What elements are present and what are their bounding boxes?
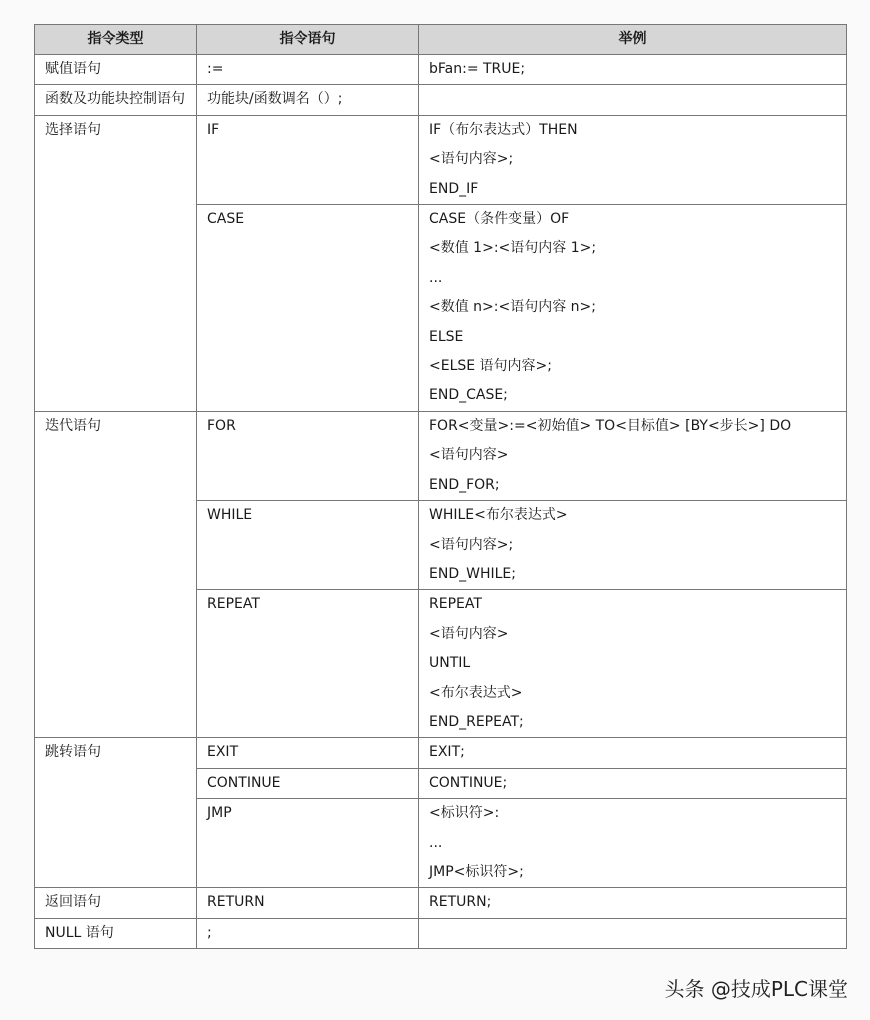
example-line: <语句内容> [429,447,509,464]
example-cell [419,115,847,204]
example-line: END_IF [429,180,479,197]
statement-cell: CONTINUE [197,768,419,798]
type-cell: NULL 语句 [35,918,197,948]
example-cell [419,85,847,115]
example-line: <语句内容>; [429,151,514,168]
type-cell: 赋值语句 [35,55,197,85]
example-line: <标识符>: [429,805,500,822]
type-cell: 迭代语句 [35,411,197,737]
example-line: <语句内容>; [429,536,514,553]
table-row [35,85,847,115]
type-cell: 跳转语句 [35,738,197,888]
st-statement-table [34,24,847,949]
type-cell [35,85,197,115]
header-example: 举例 [419,25,847,55]
table-row [35,738,847,768]
example-line: FOR<变量>:=<初始值> TO<目标值> [BY<步长>] DO [429,417,792,434]
example-line: END_FOR; [429,476,500,493]
statement-cell: ; [197,918,419,948]
table-row [35,411,847,500]
example-line: UNTIL [429,655,471,672]
example-cell [419,738,847,768]
table-row [35,55,847,85]
statement-cell: CASE [197,205,419,412]
statement-cell: IF [197,115,419,204]
statement-cell: EXIT [197,738,419,768]
example-cell [419,411,847,500]
example-line: bFan:= TRUE; [429,61,526,77]
table-header-row [35,25,847,55]
example-line: <语句内容> [429,625,509,642]
example-line: CASE（条件变量）OF [429,211,570,228]
table-row [35,888,847,918]
type-text: 函数及功能块控制语句 [45,91,185,108]
example-line: END_WHILE; [429,565,516,582]
example-line: CONTINUE; [429,774,508,791]
statement-cell: REPEAT [197,590,419,738]
example-cell [419,205,847,412]
statement-cell: FOR [197,411,419,500]
type-cell: 选择语句 [35,115,197,411]
watermark-text: 头条 @技成PLC课堂 [664,977,848,1001]
example-line: REPEAT [429,596,482,613]
example-line: <布尔表达式> [429,684,523,701]
example-line: EXIT; [429,744,465,761]
statement-cell: JMP [197,799,419,888]
example-cell [419,799,847,888]
example-cell [419,888,847,918]
example-line: <数值 n>:<语句内容 n>; [429,299,597,316]
statement-cell: 功能块/函数调名（）; [197,85,419,115]
statement-cell: := [197,55,419,85]
example-line: <数值 1>:<语句内容 1>; [429,240,597,257]
header-instruction-type: 指令类型 [35,25,197,55]
example-line: WHILE<布尔表达式> [429,507,568,524]
header-instruction-statement: 指令语句 [197,25,419,55]
example-line: ELSE [429,328,464,345]
example-cell [419,590,847,738]
statement-cell: WHILE [197,501,419,590]
example-line: RETURN; [429,894,492,911]
example-line: IF（布尔表达式）THEN [429,121,578,138]
example-line: <ELSE 语句内容>; [429,358,553,375]
example-line: END_CASE; [429,387,508,404]
example-line: END_REPEAT; [429,713,524,730]
example-line: ... [429,834,443,851]
statement-cell: RETURN [197,888,419,918]
example-line: JMP<标识符>; [429,863,524,880]
table-row [35,115,847,204]
type-cell: 返回语句 [35,888,197,918]
example-cell [419,55,847,85]
example-cell [419,501,847,590]
example-cell [419,918,847,948]
example-line: ... [429,269,443,286]
example-cell [419,768,847,798]
table-row [35,918,847,948]
